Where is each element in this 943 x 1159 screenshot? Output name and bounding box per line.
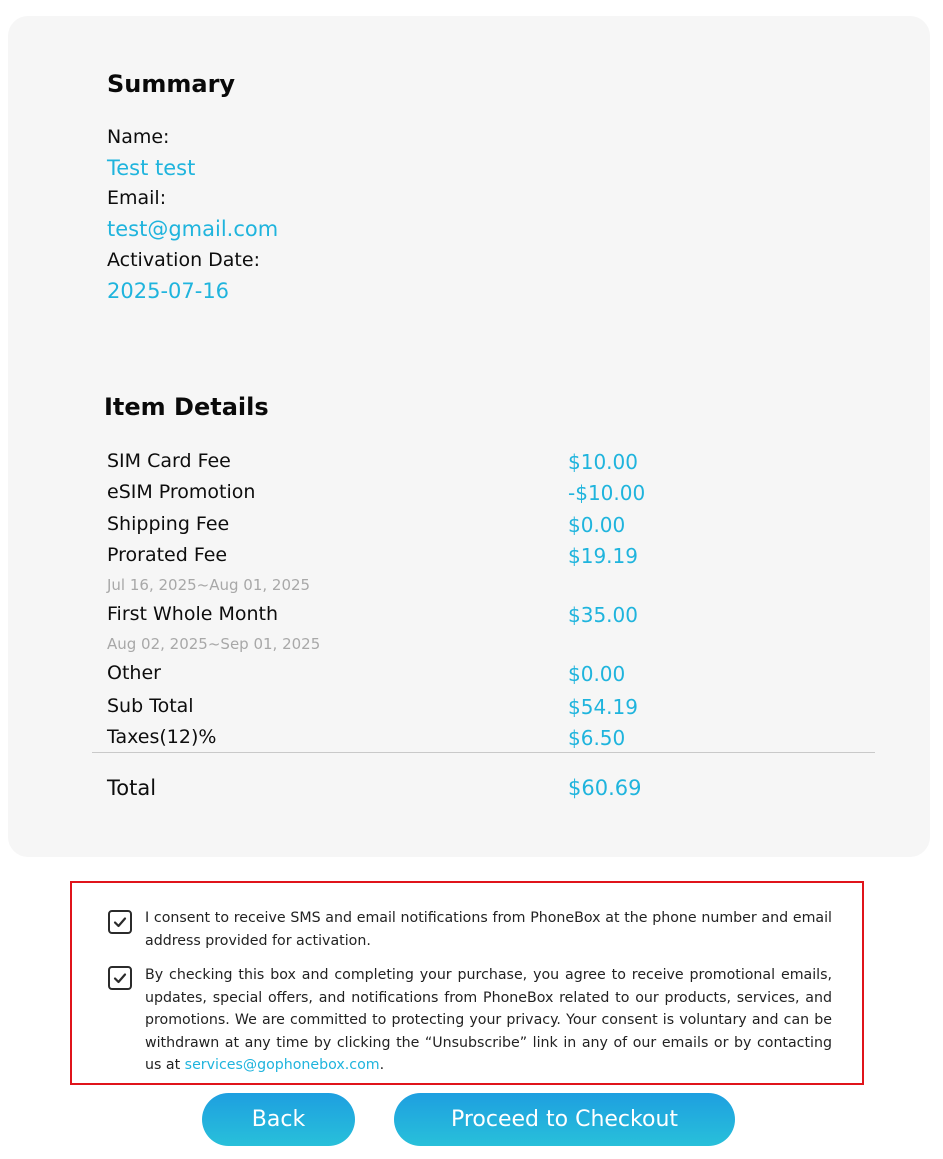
activation-date-value: 2025-07-16 (107, 279, 230, 303)
item-amount: $35.00 (568, 603, 638, 627)
promo-consent-end: . (379, 1057, 385, 1073)
promo-consent-text (145, 964, 832, 1077)
total-label: Total (107, 776, 157, 800)
summary-title: Summary (107, 70, 236, 98)
sms-consent-checkbox[interactable] (108, 910, 132, 934)
services-email-link[interactable]: services@gophonebox.com (184, 1057, 380, 1073)
activation-date-label: Activation Date: (107, 249, 260, 271)
item-amount: $10.00 (568, 450, 638, 474)
item-date-range: Aug 02, 2025~Sep 01, 2025 (107, 635, 321, 653)
email-value: test@gmail.com (107, 217, 279, 241)
item-label: SIM Card Fee (107, 450, 231, 472)
name-label: Name: (107, 126, 170, 148)
email-label: Email: (107, 187, 167, 209)
name-value: Test test (107, 156, 196, 180)
item-label: First Whole Month (107, 603, 279, 625)
item-details-title: Item Details (104, 393, 269, 421)
item-label: Other (107, 662, 161, 684)
item-amount: $0.00 (568, 513, 626, 537)
item-label: Prorated Fee (107, 544, 228, 566)
item-amount: $54.19 (568, 695, 638, 719)
item-label: Shipping Fee (107, 513, 230, 535)
item-label: eSIM Promotion (107, 481, 256, 503)
item-amount: -$10.00 (568, 481, 646, 505)
promo-consent-body: By checking this box and completing your purchase, you agree to receive promotional emails, updates, special offers, and notifications from PhoneBox related to our products, services, and promotions. We are committed to protecting your privacy. Your consent is voluntary and can be withdrawn at any time by clicking the “Unsubscribe” link in any of our emails or by contacting us at (145, 967, 832, 1073)
check-icon (112, 914, 128, 930)
back-button[interactable]: Back (202, 1093, 355, 1146)
total-amount: $60.69 (568, 776, 642, 800)
item-amount: $6.50 (568, 726, 626, 750)
total-divider (92, 752, 875, 753)
check-icon (112, 970, 128, 986)
sms-consent-text: I consent to receive SMS and email notifications from PhoneBox at the phone number and email address provided for activation. (145, 910, 832, 949)
item-amount: $0.00 (568, 662, 626, 686)
item-label: Sub Total (107, 695, 194, 717)
promo-consent-checkbox[interactable] (108, 966, 132, 990)
item-date-range: Jul 16, 2025~Aug 01, 2025 (107, 576, 311, 594)
proceed-to-checkout-button[interactable]: Proceed to Checkout (394, 1093, 735, 1146)
item-amount: $19.19 (568, 544, 638, 568)
item-label: Taxes(12)% (107, 726, 217, 748)
consent-box (70, 881, 864, 1085)
